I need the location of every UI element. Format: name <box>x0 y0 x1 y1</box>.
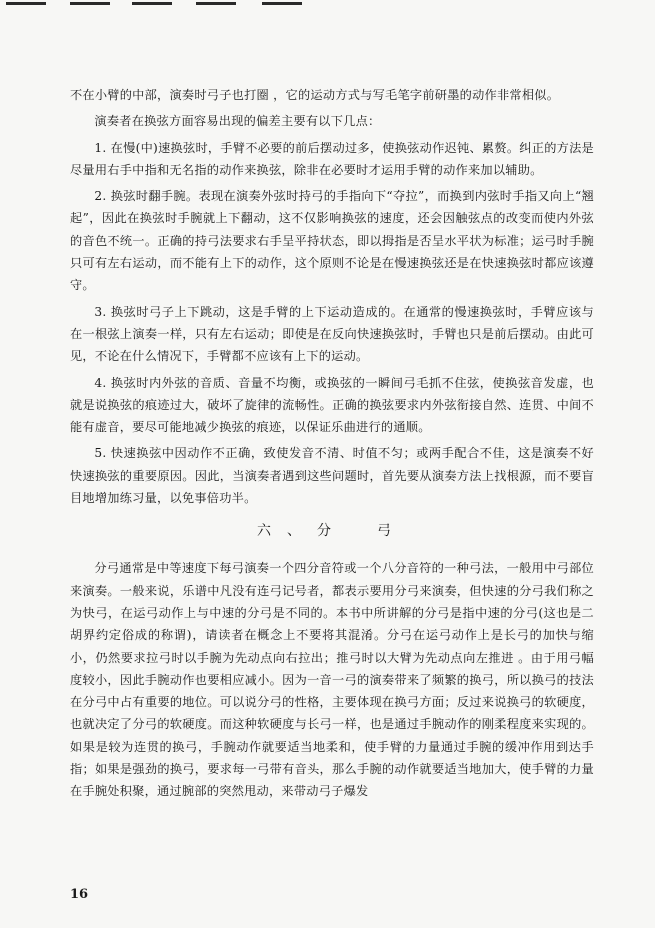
section-body-paragraph: 分弓通常是中等速度下每弓演奏一个四分音符或一个八分音符的一种弓法，一般用中弓部位来演奏。一般来说，乐谱中凡没有连弓记号者，都表示要用分弓来演奏，但快速的分弓我们称之为快弓，在运弓动作上与中速的分弓是不同的。本书中所讲解的分弓是指中速的分弓(这也是二胡界约定俗成的称谓)，请读者在概念上不要将其混淆。分弓在运弓动作上是长弓的加快与缩小，仍然要求拉弓时以手腕为先动点向右拉出；推弓时以大臂为先动点向左推进 。由于用弓幅度较小，因此手腕动作也要相应减小。因为一音一弓的演奏带来了频繁的换弓，所以换弓的技法在分弓中占有重要的地位。可以说分弓的性格，主要体现在换弓方面；反过来说换弓的软硬度，也就决定了分弓的软硬度。而这种软硬度与长弓一样，也是通过手腕动作的刚柔程度来实现的。如果是较为连贯的换弓，手腕动作就要适当地柔和，使手臂的力量通过手腕的缓冲作用到达手指；如果是强劲的换弓，要求每一弓带有音头，那么手腕的动作就要适当地加大，使手臂的力量在手腕处积聚，通过腕部的突然甩动，来带动弓子爆发 <box>70 561 594 799</box>
scan-edge-marks <box>0 0 655 8</box>
page-number: 16 <box>70 887 89 902</box>
paragraph-point-1: 1. 在慢(中)速换弦时，手臂不必要的前后摆动过多，使换弦动作迟钝、累赘。纠正的方法是尽量用右手中指和无名指的动作来换弦，除非在必要时才运用手臂的动作来加以辅助。 <box>70 140 594 177</box>
paragraph-continuation: 不在小臂的中部，演奏时弓子也打圈 ，它的运动方式与写毛笔字前研墨的动作非常相似。 <box>70 88 560 102</box>
section-heading: 六、分 弓 <box>257 523 407 540</box>
paragraph-point-2: 2. 换弦时翻手腕。表现在演奏外弦时持弓的手指向下“夺拉”，而换到内弦时手指又向上“翘起”，因此在换弦时手腕就上下翻动，这不仅影响换弦的速度，还会因触弦点的改变而使内外弦的音色不统一。正确的持弓法要求右手呈平持状态，即以拇指是否呈水平状为标准；运弓时手腕只可有左右运动，而不能有上下的动作，这个原则不论是在慢速换弦还是在快速换弦时都应该遵守。 <box>70 189 594 293</box>
page-content <box>70 84 594 803</box>
paragraph-point-4: 4. 换弦时内外弦的音质、音量不均衡，或换弦的一瞬间弓毛抓不住弦，使换弦音发虚，也就是说换弦的痕迹过大，破坏了旋律的流畅性。正确的换弦要求内外弦衔接自然、连贯、中间不能有虚音，要尽可能地减少换弦的痕迹，以保证乐曲进行的通顺。 <box>70 375 594 435</box>
paragraph-point-3: 3. 换弦时弓子上下跳动，这是手臂的上下运动造成的。在通常的慢速换弦时，手臂应该与在一根弦上演奏一样，只有左右运动；即使是在反向快速换弦时，手臂也只是前后摆动。由此可见，不论在什么情况下，手臂都不应该有上下的运动。 <box>70 304 594 364</box>
paragraph-point-5: 5. 快速换弦中因动作不正确，致使发音不清、时值不匀；或两手配合不佳，这是演奏不好快速换弦的重要原因。因此，当演奏者遇到这些问题时，首先要从演奏方法上找根源，而不要盲目地增加练习量，以免事倍功半。 <box>70 446 594 506</box>
paragraph-intro: 演奏者在换弦方面容易出现的偏差主要有以下几点： <box>94 114 381 129</box>
